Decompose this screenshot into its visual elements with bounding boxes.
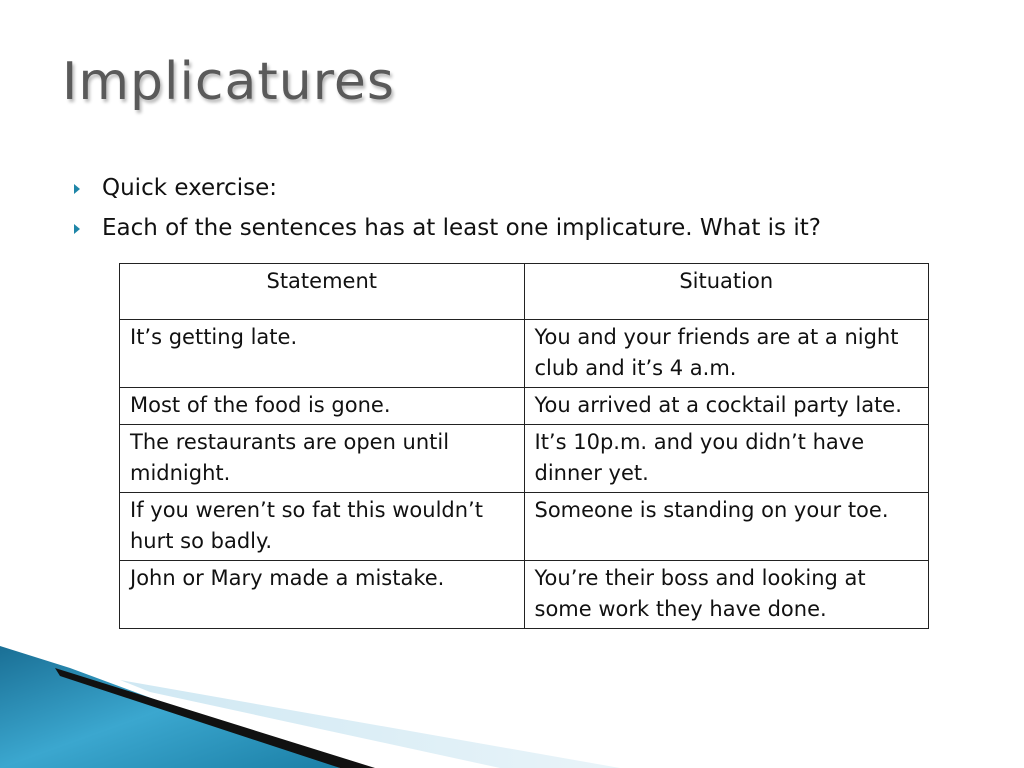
statement-cell: The restaurants are open until midnight. [120, 425, 525, 493]
table-header-row [120, 264, 929, 320]
statement-cell: Most of the food is gone. [120, 388, 525, 425]
triangle-bullet-icon [74, 184, 80, 194]
bullet-item [74, 168, 821, 208]
bullet-item [74, 208, 821, 248]
table-row [120, 561, 929, 629]
statement-cell: If you weren’t so fat this wouldn’t hurt so badly. [120, 493, 525, 561]
table-row [120, 388, 929, 425]
implicature-table [119, 263, 929, 629]
table-row [120, 493, 929, 561]
situation-cell: You arrived at a cocktail party late. [524, 388, 929, 425]
situation-cell: It’s 10p.m. and you didn’t have dinner yet. [524, 425, 929, 493]
situation-cell: You and your friends are at a night club and it’s 4 a.m. [524, 320, 929, 388]
column-header-situation: Situation [524, 264, 929, 320]
situation-cell: Someone is standing on your toe. [524, 493, 929, 561]
column-header-statement: Statement [120, 264, 525, 320]
statement-cell: It’s getting late. [120, 320, 525, 388]
triangle-bullet-icon [74, 224, 80, 234]
table-row [120, 425, 929, 493]
table-row [120, 320, 929, 388]
bullet-text: Quick exercise: [102, 175, 278, 201]
bullet-text: Each of the sentences has at least one implicature. What is it? [102, 215, 821, 241]
decorative-corner-swoosh [0, 640, 620, 768]
statement-cell: John or Mary made a mistake. [120, 561, 525, 629]
page-title: Implicatures [62, 52, 396, 112]
situation-cell: You’re their boss and looking at some work they have done. [524, 561, 929, 629]
bullet-list [74, 168, 821, 248]
